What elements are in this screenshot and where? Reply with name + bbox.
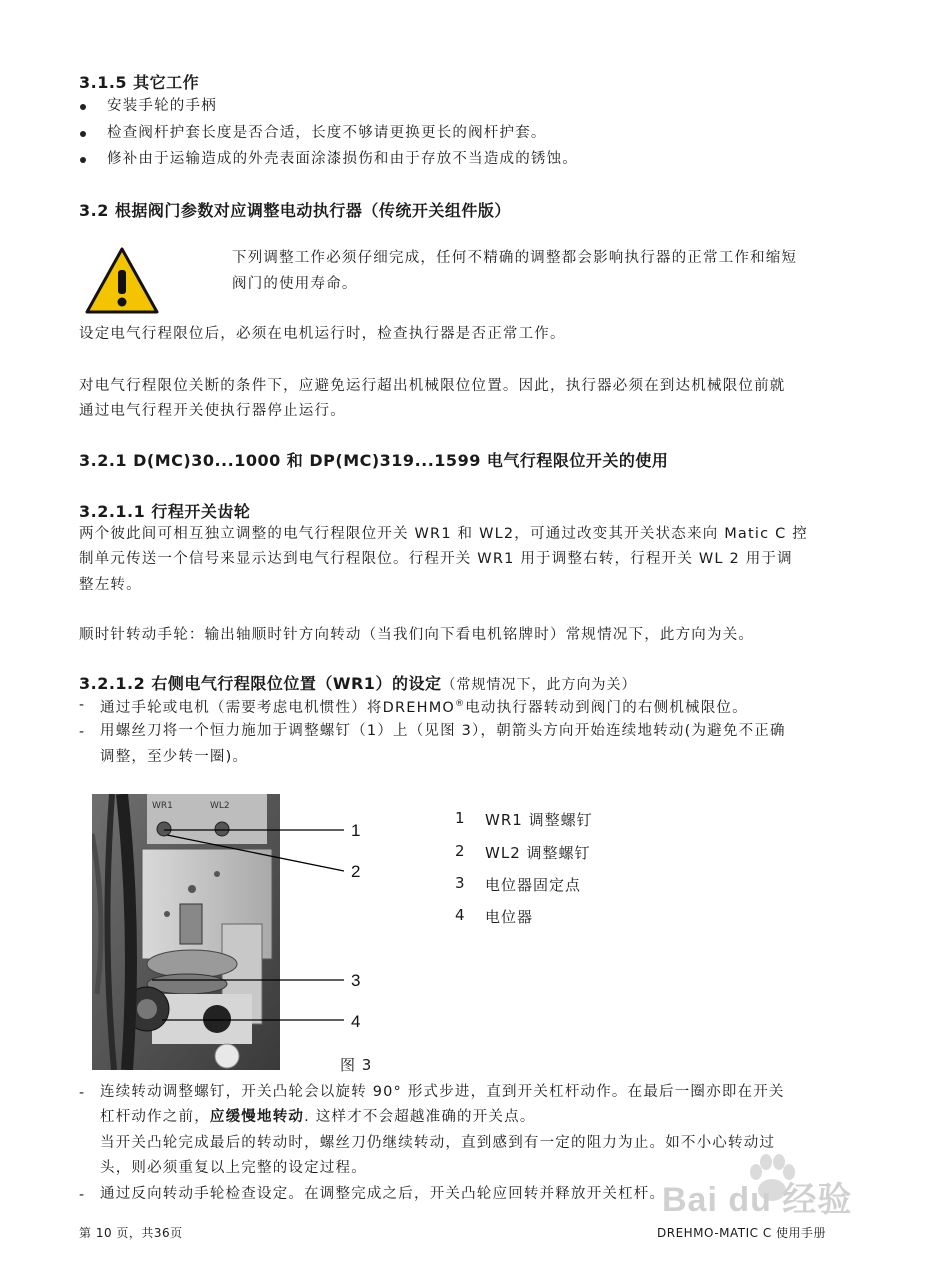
bullet-icon xyxy=(80,131,86,137)
legend-number: 3 xyxy=(455,874,465,892)
list-item-line: 连续转动调整螺钉，开关凸轮会以旋转 90° 形式步进，直到开关杠杆动作。在最后一圈亦即在开关 xyxy=(100,1084,785,1100)
emphasis-text: 应缓慢地转动 xyxy=(209,1109,305,1125)
paragraph: 设定电气行程限位后，必须在电机运行时，检查执行器是否正常工作。 xyxy=(79,326,566,342)
dash-marker: - xyxy=(79,1085,85,1101)
wr1-plate-label: WR1 xyxy=(152,801,173,811)
callout-label: 1 xyxy=(351,821,361,840)
legend-text: 电位器 xyxy=(485,908,534,926)
legend-text: 电位器固定点 xyxy=(485,876,582,894)
section-3-2-1-2-heading-row xyxy=(79,671,636,694)
bullet-icon xyxy=(80,104,86,110)
list-item-line: 头，则必须重复以上完整的设定过程。 xyxy=(100,1160,367,1176)
dash-marker: - xyxy=(79,1187,85,1203)
registered-mark: ® xyxy=(455,699,466,709)
figure-caption: 图 3 xyxy=(340,1056,373,1074)
footer-page-number: 第 10 页，共36页 xyxy=(79,1226,183,1240)
dash-marker: - xyxy=(79,724,85,740)
list-item: 修补由于运输造成的外壳表面涂漆损伤和由于存放不当造成的锈蚀。 xyxy=(107,151,578,167)
paragraph-line: 对电气行程限位关断的条件下，应避免运行超出机械限位位置。因此，执行器必须在到达机械限位前就 xyxy=(79,378,786,394)
callout-label: 3 xyxy=(351,971,361,990)
paragraph-line: 整左转。 xyxy=(79,577,142,593)
paragraph: 顺时针转动手轮：输出轴顺时针方向转动（当我们向下看电机铭牌时）常规情况下，此方向为关。 xyxy=(79,627,755,643)
legend-number: 2 xyxy=(455,842,465,860)
legend-number: 1 xyxy=(455,809,465,827)
callout-label: 4 xyxy=(351,1012,361,1031)
footer-title: DREHMO-MATIC C 使用手册 xyxy=(657,1226,827,1240)
paragraph-line: 通过电气行程开关使执行器停止运行。 xyxy=(79,403,346,419)
callout-lines xyxy=(92,794,352,1034)
legend-text: WL2 调整螺钉 xyxy=(485,844,591,862)
wl2-plate-label: WL2 xyxy=(210,801,230,811)
list-item: 通过反向转动手轮检查设定。在调整完成之后，开关凸轮应回转并释放开关杠杆。 xyxy=(100,1186,666,1202)
legend-number: 4 xyxy=(455,906,465,924)
section-3-1-5-heading: 3.1.5 其它工作 xyxy=(79,73,200,92)
watermark-text: Bai du 经验 xyxy=(662,1181,853,1219)
legend-text: WR1 调整螺钉 xyxy=(485,811,593,829)
list-item: 安装手轮的手柄 xyxy=(107,98,217,114)
baidu-watermark xyxy=(662,1148,892,1218)
list-item: 检查阀杆护套长度是否合适，长度不够请更换更长的阀杆护套。 xyxy=(107,125,547,141)
list-item-line: 调整，至少转一圈)。 xyxy=(100,749,249,765)
section-3-2-1-2-heading: 3.2.1.2 右侧电气行程限位位置（WR1）的设定 xyxy=(79,674,442,693)
list-item-line: 杠杆动作之前，应缓慢地转动. 这样才不会超越准确的开关点。 xyxy=(100,1109,536,1125)
callout-label: 2 xyxy=(351,862,361,881)
paragraph-line: 两个彼此间可相互独立调整的电气行程限位开关 WR1 和 WL2，可通过改变其开关状态来向 Matic C 控 xyxy=(79,526,808,542)
warning-text-line: 下列调整工作必须仔细完成，任何不精确的调整都会影响执行器的正常工作和缩短 xyxy=(232,250,798,266)
section-3-2-heading: 3.2 根据阀门参数对应调整电动执行器（传统开关组件版） xyxy=(79,201,511,220)
section-3-2-1-1-heading: 3.2.1.1 行程开关齿轮 xyxy=(79,502,251,521)
section-3-2-1-heading: 3.2.1 D(MC)30...1000 和 DP(MC)319...1599 电气行程限位开关的使用 xyxy=(79,451,669,470)
list-item: 通过手轮或电机（需要考虑电机惯性）将DREHMO®电动执行器转动到阀门的右侧机械限位。 xyxy=(100,699,748,716)
bullet-icon xyxy=(80,157,86,163)
list-item-line: 当开关凸轮完成最后的转动时，螺丝刀仍继续转动，直到感到有一定的阻力为止。如不小心转动过 xyxy=(100,1135,776,1151)
heading-note: （常规情况下，此方向为关） xyxy=(441,677,637,693)
warning-icon xyxy=(84,246,160,316)
list-item-line: 用螺丝刀将一个恒力施加于调整螺钉（1）上（见图 3），朝箭头方向开始连续地转动(为避免不正确 xyxy=(100,723,786,739)
dash-marker: - xyxy=(79,697,85,713)
paragraph-line: 制单元传送一个信号来显示达到电气行程限位。行程开关 WR1 用于调整右转，行程开关 WL 2 用于调 xyxy=(79,551,793,567)
warning-text-line: 阀门的使用寿命。 xyxy=(232,276,358,292)
